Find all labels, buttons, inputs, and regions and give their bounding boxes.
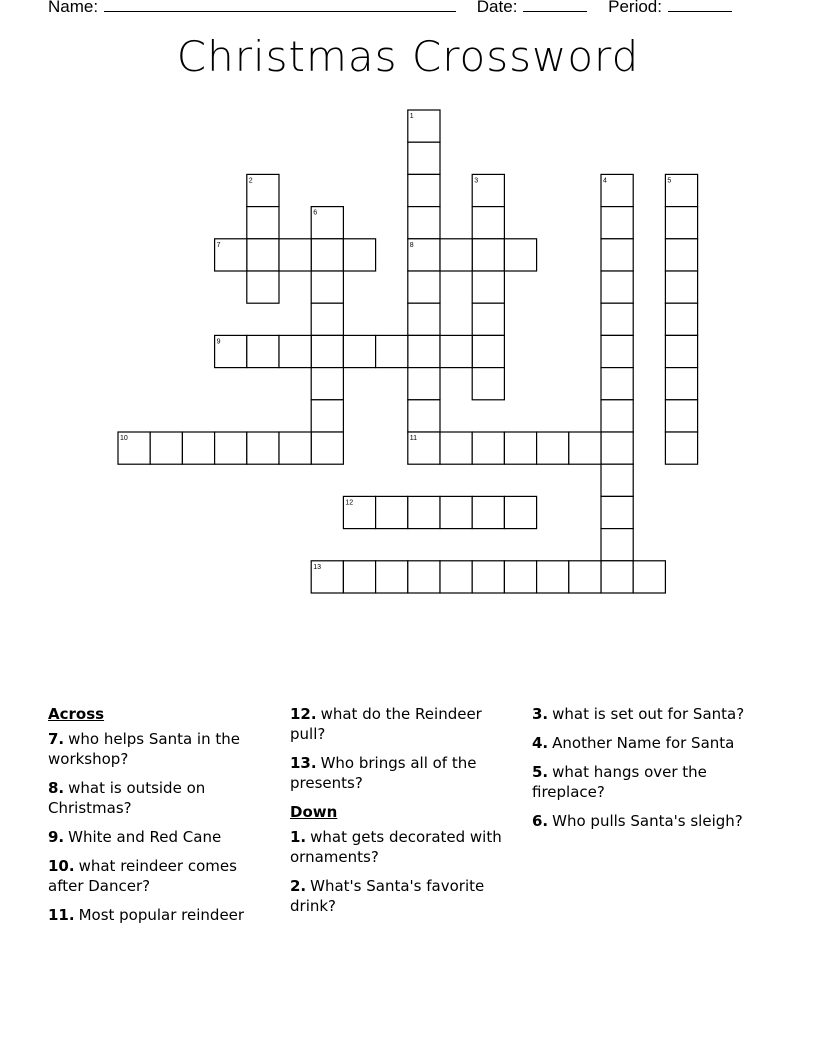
crossword-cell[interactable] [279, 335, 311, 367]
clue-column-3 [532, 704, 754, 840]
crossword-cell[interactable] [343, 335, 375, 367]
crossword-cell[interactable] [601, 496, 633, 528]
cell-number: 9 [216, 338, 221, 346]
crossword-cell[interactable] [633, 561, 665, 593]
cell-number: 6 [313, 209, 318, 217]
crossword-cell[interactable] [279, 239, 311, 271]
down-clue-4: 4. Another Name for Santa [532, 734, 735, 752]
crossword-cell[interactable] [247, 239, 279, 271]
crossword-cell[interactable] [247, 432, 279, 464]
crossword-cell[interactable] [311, 271, 343, 303]
cell-number: 10 [120, 435, 128, 442]
crossword-cell[interactable] [408, 496, 440, 528]
crossword-cell[interactable] [311, 239, 343, 271]
cell-number: 11 [409, 435, 418, 442]
crossword-cell[interactable] [601, 561, 633, 593]
crossword-cell[interactable] [472, 368, 504, 400]
cell-number: 1 [409, 113, 414, 120]
cell-number: 7 [216, 241, 221, 249]
crossword-cell[interactable] [440, 496, 472, 528]
crossword-cell[interactable] [343, 561, 375, 593]
crossword-cell[interactable] [601, 335, 633, 367]
down-heading: Down [290, 803, 338, 821]
crossword-cell[interactable] [504, 496, 536, 528]
crossword-cell[interactable] [408, 142, 440, 174]
crossword-cell[interactable] [440, 561, 472, 593]
crossword-cell[interactable] [376, 496, 408, 528]
crossword-cell[interactable] [569, 432, 601, 464]
cell-number: 12 [345, 499, 354, 507]
crossword-cell[interactable] [279, 432, 311, 464]
crossword-cell[interactable] [665, 239, 697, 271]
crossword-cell[interactable] [182, 432, 214, 464]
across-clue-7: 7. who helps Santa in the workshop? [48, 730, 240, 768]
crossword-cell[interactable] [665, 432, 697, 464]
crossword-cell[interactable] [311, 303, 343, 335]
crossword-cell[interactable] [311, 400, 343, 432]
crossword-cell[interactable] [440, 335, 472, 367]
crossword-cell[interactable] [537, 561, 569, 593]
crossword-cell[interactable] [504, 239, 536, 271]
cell-number: 2 [248, 177, 253, 185]
crossword-cell[interactable] [665, 271, 697, 303]
cell-number: 5 [667, 177, 672, 185]
down-clue-2: 2. What's Santa's favorite drink? [290, 877, 485, 915]
crossword-cell[interactable] [665, 303, 697, 335]
crossword-cell[interactable] [472, 432, 504, 464]
crossword-cell[interactable] [408, 303, 440, 335]
crossword-cell[interactable] [504, 432, 536, 464]
crossword-cell[interactable] [408, 207, 440, 239]
crossword-cell[interactable] [472, 207, 504, 239]
cell-number: 4 [603, 177, 607, 185]
crossword-cell[interactable] [408, 368, 440, 400]
down-clue-6: 6. Who pulls Santa's sleigh? [532, 812, 743, 830]
clue-column-1 [48, 704, 270, 934]
crossword-cell[interactable] [247, 335, 279, 367]
crossword-cell[interactable] [408, 335, 440, 367]
crossword-cell[interactable] [504, 561, 536, 593]
crossword-cell[interactable] [472, 239, 504, 271]
crossword-cell[interactable] [601, 464, 633, 496]
crossword-cell[interactable] [150, 432, 182, 464]
crossword-cell[interactable] [247, 271, 279, 303]
crossword-cell[interactable] [665, 207, 697, 239]
crossword-cell[interactable] [601, 432, 633, 464]
crossword-cell[interactable] [665, 368, 697, 400]
crossword-cell[interactable] [440, 432, 472, 464]
crossword-cell[interactable] [408, 400, 440, 432]
cell-number: 8 [409, 241, 414, 249]
crossword-cell[interactable] [601, 271, 633, 303]
crossword-cell[interactable] [343, 239, 375, 271]
across-clue-8: 8. what is outside on Christmas? [48, 779, 206, 817]
crossword-cell[interactable] [472, 496, 504, 528]
crossword-cell[interactable] [408, 271, 440, 303]
cell-number: 3 [474, 177, 479, 185]
period-label: Period: [608, 0, 662, 16]
clue-column-2 [290, 704, 512, 925]
crossword-cell[interactable] [472, 335, 504, 367]
crossword-cell[interactable] [376, 561, 408, 593]
crossword-cell[interactable] [665, 400, 697, 432]
crossword-cell[interactable] [601, 400, 633, 432]
crossword-cell[interactable] [311, 335, 343, 367]
crossword-cell[interactable] [440, 239, 472, 271]
page-title: Christmas Crossword [176, 32, 640, 81]
down-clue-3: 3. what is set out for Santa? [532, 705, 745, 723]
crossword-cell[interactable] [601, 239, 633, 271]
crossword-cell[interactable] [601, 303, 633, 335]
crossword-cell[interactable] [408, 561, 440, 593]
across-clue-10: 10. what reindeer comes after Dancer? [48, 857, 237, 895]
crossword-cell[interactable] [215, 432, 247, 464]
crossword-cell[interactable] [601, 368, 633, 400]
down-clue-5: 5. what hangs over the fireplace? [532, 763, 707, 801]
across-clue-9: 9. White and Red Cane [48, 828, 222, 846]
cell-number: 13 [313, 563, 321, 571]
across-clue-11: 11. Most popular reindeer [48, 906, 245, 924]
crossword-cell[interactable] [311, 432, 343, 464]
crossword-cell[interactable] [472, 561, 504, 593]
crossword-cell[interactable] [472, 271, 504, 303]
crossword-cell[interactable] [311, 368, 343, 400]
crossword-cell[interactable] [408, 174, 440, 206]
crossword-cell[interactable] [665, 335, 697, 367]
name-label: Name: [48, 0, 99, 16]
crossword-cell[interactable] [376, 335, 408, 367]
crossword-cell[interactable] [247, 207, 279, 239]
date-label: Date: [476, 0, 518, 16]
crossword-cell[interactable] [601, 207, 633, 239]
crossword-cell[interactable] [601, 529, 633, 561]
crossword-cell[interactable] [569, 561, 601, 593]
crossword-cell[interactable] [537, 432, 569, 464]
across-clue-12: 12. what do the Reindeer pull? [290, 705, 482, 743]
crossword-cell[interactable] [472, 303, 504, 335]
down-clue-1: 1. what gets decorated with ornaments? [290, 828, 502, 866]
across-clue-13: 13. Who brings all of the presents? [290, 754, 477, 792]
across-heading: Across [48, 705, 105, 723]
